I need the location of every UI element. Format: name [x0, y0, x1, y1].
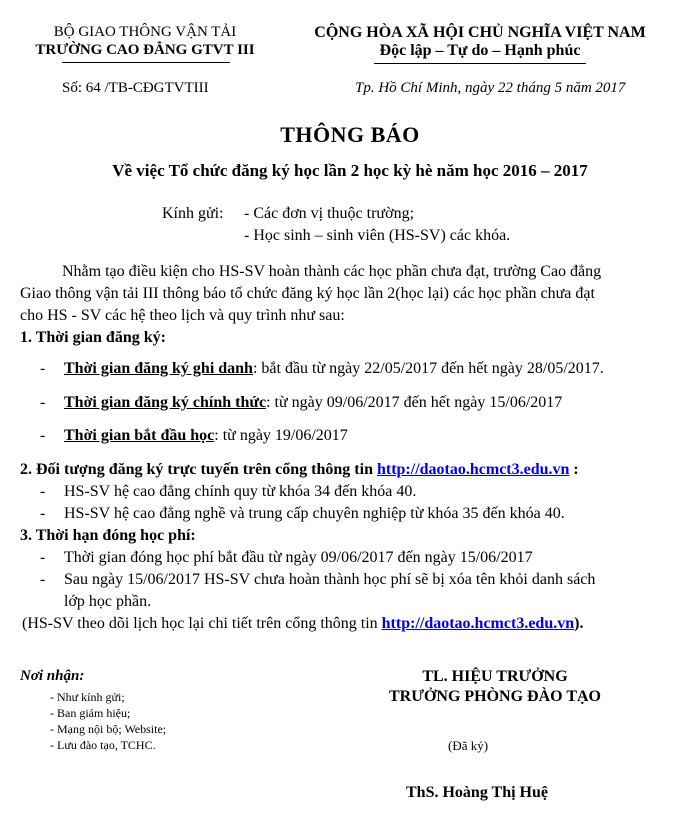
- schedule-note: [22, 615, 583, 633]
- recv-item: - Như kính gửi;: [50, 690, 125, 704]
- item-label: Thời gian đăng ký chính thức: [64, 394, 267, 411]
- bullet-dash: -: [40, 549, 46, 566]
- country-name: CỘNG HÒA XÃ HỘI CHỦ NGHĨA VIỆT NAM: [314, 24, 646, 41]
- section1-item: [64, 394, 562, 412]
- intro-line: cho HS - SV các hệ theo lịch và quy trình như sau:: [20, 307, 345, 324]
- heading-tail: :: [569, 461, 579, 478]
- item-label: Thời gian bắt đầu học: [64, 427, 215, 444]
- note-text: (HS-SV theo dõi lịch học lại chi tiết trên cổng thông tin: [22, 615, 382, 632]
- item-text: : bắt đầu từ ngày 22/05/2017 đến hết ngày 28/05/2017.: [252, 360, 604, 377]
- section1-heading: 1. Thời gian đăng ký:: [20, 329, 166, 346]
- recipients-label: Kính gửi:: [162, 205, 224, 222]
- section3-item: Thời gian đóng học phí bắt đầu từ ngày 09/06/2017 đến ngày 15/06/2017: [64, 549, 533, 566]
- subject-line: Về việc Tổ chức đăng ký học lần 2 học kỳ hè năm học 2016 – 2017: [112, 161, 588, 180]
- recv-label: Nơi nhận:: [20, 668, 85, 684]
- motto: Độc lập – Tự do – Hạnh phúc: [379, 42, 581, 59]
- note-tail: ).: [574, 615, 584, 632]
- section2-item: HS-SV hệ cao đẳng chính quy từ khóa 34 đến khóa 40.: [64, 483, 417, 500]
- portal-link[interactable]: http://daotao.hcmct3.edu.vn: [376, 461, 570, 478]
- portal-link[interactable]: http://daotao.hcmct3.edu.vn: [381, 615, 575, 632]
- bullet-dash: -: [40, 571, 46, 588]
- section3-item: Sau ngày 15/06/2017 HS-SV chưa hoàn thành học phí sẽ bị xóa tên khỏi danh sách: [64, 571, 596, 588]
- recv-item: - Lưu đào tạo, TCHC.: [50, 738, 156, 752]
- page-title: THÔNG BÁO: [280, 122, 420, 147]
- bullet-dash: -: [40, 360, 46, 377]
- section2-heading: [20, 461, 579, 479]
- section1-item: [64, 360, 604, 378]
- bullet-dash: -: [40, 505, 46, 522]
- section3-item-cont: lớp học phần.: [64, 593, 152, 610]
- recipient-item: - Học sinh – sinh viên (HS-SV) các khóa.: [244, 227, 511, 244]
- recv-item: - Ban giám hiệu;: [50, 706, 131, 720]
- sign-title-2: TRƯỞNG PHÒNG ĐÀO TẠO: [388, 688, 601, 705]
- intro-line: Giao thông vận tải III thông báo tổ chức đăng ký học lần 2(học lại) các học phần chưa đạt: [20, 285, 595, 302]
- item-label: Thời gian đăng ký ghi danh: [64, 360, 253, 377]
- item-text: : từ ngày 09/06/2017 đến hết ngày 15/06/2017: [266, 394, 563, 411]
- item-text: : từ ngày 19/06/2017: [214, 427, 348, 444]
- recipient-item: - Các đơn vị thuộc trường;: [244, 205, 415, 222]
- sign-title-1: TL. HIỆU TRƯỞNG: [422, 668, 568, 685]
- heading-text: 2. Đối tượng đăng ký trực tuyến trên cổng thông tin: [20, 461, 377, 478]
- signed-mark: (Đã ký): [448, 738, 489, 753]
- intro-line: Nhằm tạo điều kiện cho HS-SV hoàn thành các học phần chưa đạt, trường Cao đẳng: [62, 263, 602, 280]
- bullet-dash: -: [40, 394, 46, 411]
- school-name: TRƯỜNG CAO ĐẲNG GTVT III: [35, 42, 255, 58]
- section2-item: HS-SV hệ cao đẳng nghề và trung cấp chuyên nghiệp từ khóa 35 đến khóa 40.: [64, 505, 565, 522]
- ministry-name: BỘ GIAO THÔNG VẬN TẢI: [53, 24, 237, 40]
- doc-number: Số: 64 /TB-CĐGTVTIII: [62, 80, 209, 96]
- section1-item: [64, 427, 348, 445]
- header-right-rule: [374, 63, 586, 64]
- bullet-dash: -: [40, 427, 46, 444]
- signer-name: ThS. Hoàng Thị Huệ: [406, 784, 548, 801]
- bullet-dash: -: [40, 483, 46, 500]
- recv-item: - Mạng nội bộ; Website;: [50, 722, 167, 736]
- section3-heading: 3. Thời hạn đóng học phí:: [20, 527, 196, 544]
- place-date: Tp. Hồ Chí Minh, ngày 22 tháng 5 năm 2017: [355, 80, 626, 96]
- header-left-rule: [62, 62, 230, 63]
